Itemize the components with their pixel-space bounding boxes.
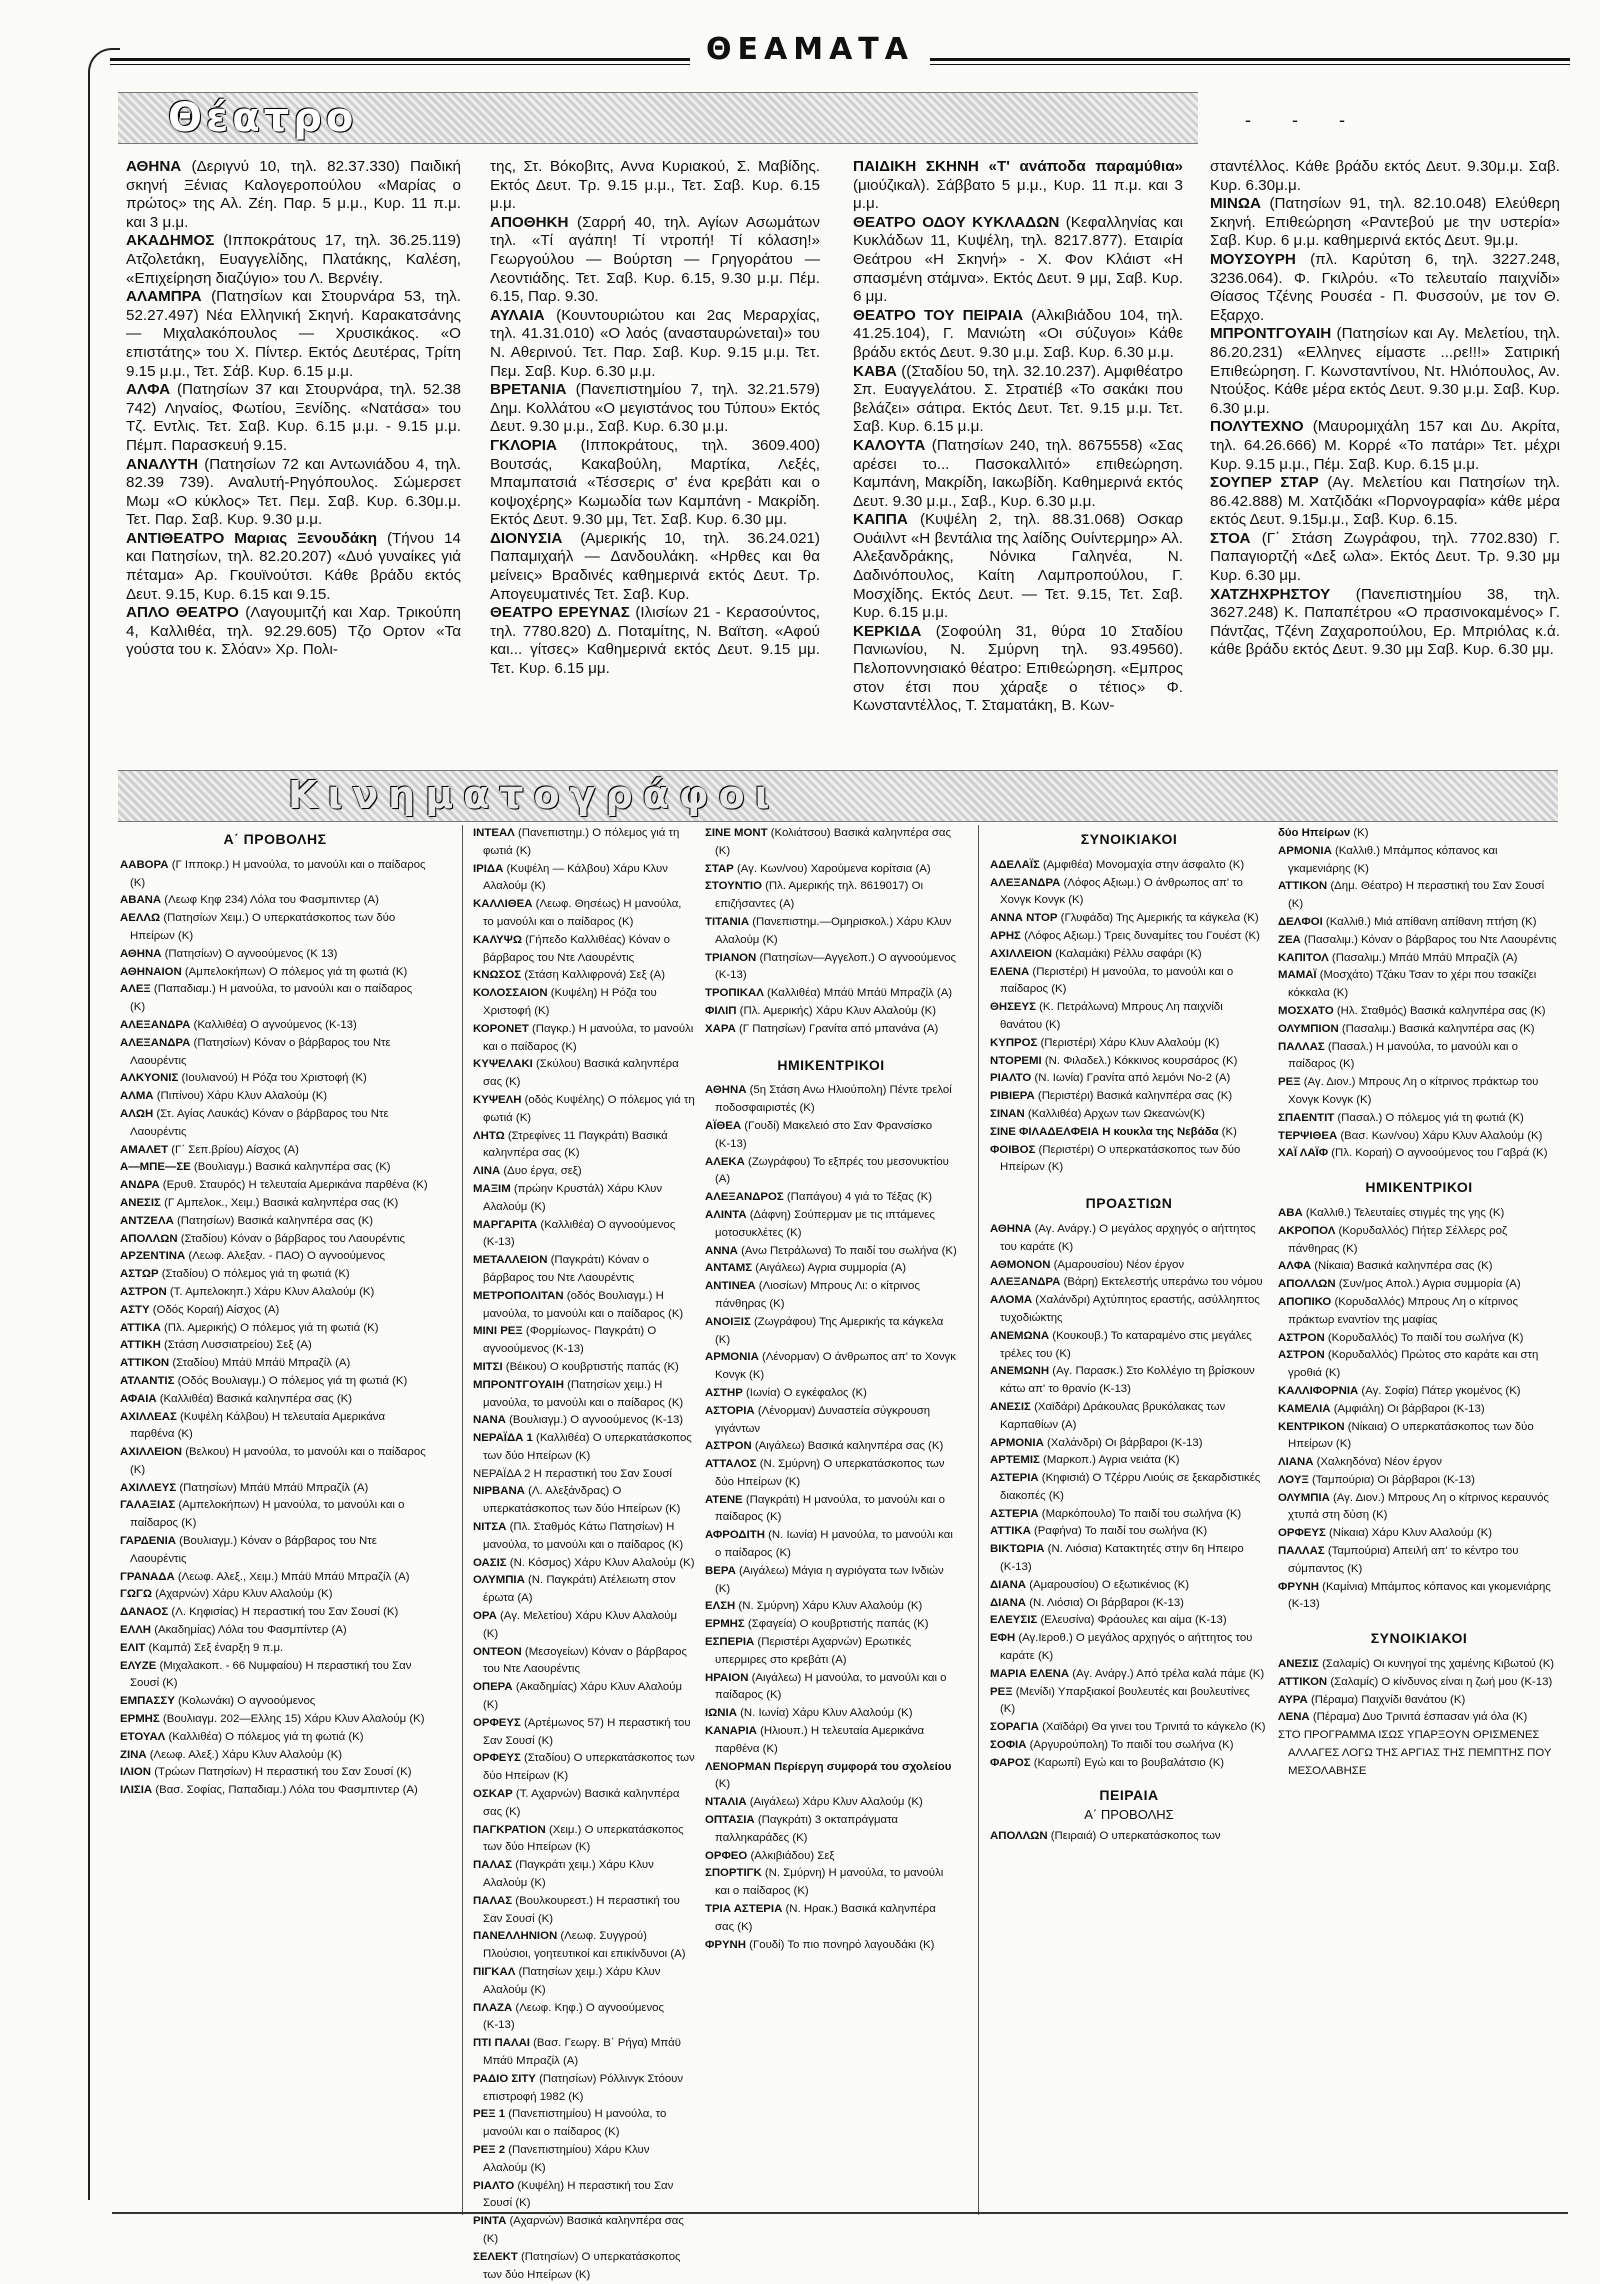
decorative-dashes: - - -	[1245, 110, 1363, 130]
theatre-listing: ΚΑΠΠΑ (Κυψέλη 2, τηλ. 88.31.068) Οσκαρ Ουάιλντ «Η βεντάλια της λαίδης Ουίντερμηρ» Αλ. Αλεξανδράκης, Νόνικα Γαληνέα, Ν. Δαδινόπουλος, Καίτη Λαμπροπούλου, Γ. Μοσχίδης. Εκτός Δευτ. — Τετ. 9.15, Τετ. Σαβ. Κυρ. 6.15 μ.μ.	[853, 511, 1183, 622]
cinema-listing: δύο Ηπείρων (Κ)	[1278, 827, 1369, 839]
cinema-listing: ΤΡΙΑ ΑΣΤΕΡΙΑ (Ν. Ηρακ.) Βασικά καληνπέρα σας (Κ)	[705, 1903, 936, 1933]
cinema-listing: ΟΝΤΕΟΝ (Μεσογείων) Κόναν ο βάρβαρος του Ντε Λαουρέντις	[473, 1645, 687, 1676]
cinema-listing: ΓΑΛΑΞΙΑΣ (Αμπελοκήπων) Η μανούλα, το μανούλι και ο παίδαρος (Κ)	[120, 1499, 405, 1530]
cinema-listing: ΑΤΤΙΚΗ (Στάση Λυσσιατρείου) Σεξ (Α)	[120, 1339, 312, 1352]
cinema-listing: ΝΑΝΑ (Βουλιαγμ.) Ο αγνοούμενος (Κ-13)	[473, 1414, 684, 1427]
section-heading: ΠΡΟΑΣΤΙΩΝ	[1085, 1195, 1173, 1212]
cinema-listing: ΑΛΕΞΑΝΔΡΟΣ (Παπάγου) 4 γιά το Τέξας (Κ)	[705, 1191, 933, 1204]
cinema-listing: ΜΙΝΙ ΡΕΞ (Φορμίωνος- Παγκράτι) Ο αγνοούμενος (Κ-13)	[473, 1325, 657, 1356]
section-heading: ΣΥΝΟΙΚΙΑΚΟΙ	[1080, 831, 1178, 847]
cinema-listing: ΑΝΤΖΕΛΑ (Πατησίων) Βασικά καληνπέρα σας (Κ)	[120, 1214, 374, 1227]
cinema-listing: ΑΘΗΝΑ (Πατησίων) Ο αγνοούμενος (Κ 13)	[120, 947, 338, 960]
cinema-listing: ΑΣΤΡΟΝ (Κορυδαλλός) Το παιδί του σωλήνα (Κ)	[1278, 1331, 1524, 1344]
cinema-listing: ΚΥΨΕΛΑΚΙ (Σκύλου) Βασικά καληνπέρα σας (Κ)	[473, 1058, 679, 1089]
cinema-listing: ΑΡΜΟΝΙΑ (Καλλιθ.) Μπάμπος κόπανος και γκαμενιάρης (Κ)	[1278, 844, 1498, 875]
theatre-listing: ΘΕΑΤΡΟ ΕΡΕΥΝΑΣ (Ιλισίων 21 - Κερασούντος, τηλ. 7780.820) Δ. Ποταμίτης, Ν. Βαϊτση. «Αφού και... γίτσες» Καθημερινά εκτός Δευτ. 9.15 μμ. Τετ. Κυρ. 6.15 μμ.	[490, 604, 820, 678]
cinema-listing: ΣΟΡΑΓΙΑ (Χαϊδάρι) Θα γινει του Τρινιτά το κάγκελο (Κ)	[990, 1721, 1266, 1734]
cinema-listing: ΟΠΤΑΣΙΑ (Παγκράτι) 3 οκταπράγματα παλληκαράδες (Κ)	[705, 1814, 899, 1844]
cinema-listing: ΑΒΑΝΑ (Λεωφ Κηφ 234) Λόλα του Φασμπιντερ (Α)	[120, 894, 379, 907]
theatre-listing: ΑΝΤΙΘΕΑΤΡΟ Μαριας Ξενουδάκη (Τήνου 14 και Πατησίων, τηλ. 82.20.207) «Δυό γυναίκες γιά πέταμα» Αρ. Γκουϊνούτσι. Κάθε βράδυ εκτός Δευτ. 9.15, Κυρ. 6.15 και 9.15.	[126, 529, 461, 603]
cinema-listing: ΜΑΞΙΜ (πρώην Κρυστάλ) Χάρυ Κλυν Αλαλούμ (Κ)	[473, 1182, 663, 1213]
cinema-listing: ΕΛΛΗ (Ακαδημίας) Λόλα του Φασμπίντερ (Α)	[120, 1624, 347, 1637]
cinema-listing: ΕΛΙΤ (Καμπά) Σεξ έναρξη 9 π.μ.	[120, 1641, 284, 1654]
section-heading: ΗΜΙΚΕΝΤΡΙΚΟΙ	[1365, 1179, 1473, 1196]
cinema-listing: ΕΛΥΖΕ (Μιχαλακοπ. - 66 Νυμφαίου) Η περαστική του Σαν Σουσί (Κ)	[120, 1659, 412, 1690]
cinema-listing: ΠΑΓΚΡΑΤΙΟΝ (Χειμ.) Ο υπερκατάσκοπος των δύο Ηπείρων (Κ)	[473, 1823, 684, 1854]
cinema-listing: ΑΛΚΥΟΝΙΣ (Ιουλιανού) Η Ρόζα του Χριστοφή (Κ)	[120, 1072, 367, 1085]
theatre-banner	[118, 92, 1198, 144]
cinema-listing: ΣΙΝΕ ΦΙΛΑΔΕΛΦΕΙΑ Η κουκλα της Νεβάδα (Κ)	[990, 1125, 1237, 1138]
cinema-listing: ΒΙΚΤΩΡΙΑ (Ν. Λιόσια) Κατακτητές στην 6η Ηπειρο (Κ-13)	[990, 1543, 1244, 1574]
cinema-listing: ΟΡΦΕΟ (Αλκιβιάδου) Σεξ	[705, 1849, 835, 1862]
cinema-listing: ΠΤΙ ΠΑΛΑΙ (Βασ. Γεωργ. Β΄ Ρήγα) Μπάϋ Μπάϋ Μπραζίλ (Α)	[473, 2037, 681, 2067]
cinema-listing: ΕΡΜΗΣ (Σφαγεία) Ο κουβρτιστής παπάς (Κ)	[705, 1618, 929, 1631]
cinema-listing: ΑΣΤΡΟΝ (Αιγάλεω) Βασικά καληνπέρα σας (Κ)	[705, 1440, 944, 1453]
cinema-listing: ΚΑΝΑΡΙΑ (Ηλιουπ.) Η τελευταία Αμερικάνα παρθένα (Κ)	[705, 1725, 925, 1755]
cinema-listing: ΙΩΝΙΑ (Ν. Ιωνία) Χάρυ Κλυν Αλαλούμ (Κ)	[705, 1707, 913, 1720]
cinema-listing: ΦΙΛΙΠ (Πλ. Αμερικής) Χάρυ Κλυν Αλαλούμ (Κ)	[705, 1004, 937, 1017]
cinema-listing: ΑΡΖΕΝΤΙΝΑ (Λεωφ. Αλεξαν. - ΠΑΟ) Ο αγνοούμενος	[120, 1250, 386, 1263]
cinema-listing: ΑΝΕΜΩΝΗ (Αγ. Παρασκ.) Στο Κολλέγιο τη βρίσκουν κάτω απ' το θρανίο (Κ-13)	[990, 1365, 1255, 1396]
cinema-listing: ΑΘΗΝΑ (Αγ. Ανάργ.) Ο μεγάλος αρχηγός ο αήττητος του καράτε (Κ)	[990, 1222, 1256, 1253]
cinema-column-1	[120, 825, 430, 1800]
cinema-listing: ΚΝΩΣΟΣ (Στάση Καλλιφρονά) Σεξ (Α)	[473, 969, 665, 982]
cinema-listing: ΑΣΤΗΡ (Ιωνία) Ο εγκέφαλος (Κ)	[705, 1386, 867, 1399]
column-divider	[462, 825, 463, 2215]
cinema-listing: ΑΣΤΡΟΝ (Κορυδαλλός) Πρώτος στο καράτε και στη γροθιά (Κ)	[1278, 1349, 1539, 1380]
cinema-listing: ΣΠΑΕΝΤΙΤ (Πασαλ.) Ο πόλεμος γιά τη φωτιά (Κ)	[1278, 1111, 1524, 1124]
theatre-listing: ΒΡΕΤΑΝΙΑ (Πανεπιστημίου 7, τηλ. 32.21.579) Δημ. Κολλάτου «Ο μεγιστάνος του Τύπου» Εκτός Δευτ. 9.30 μ.μ., Σαβ. Κυρ. 6.30 μ.μ.	[490, 381, 820, 436]
cinema-listing: ΑΤΤΙΚΑ (Πλ. Αμερικής) Ο πόλεμος γιά τη φωτιά (Κ)	[120, 1321, 379, 1334]
cinema-title: Κινηματογράφοι	[288, 773, 780, 817]
cinema-listing: ΚΥΨΕΛΗ (οδός Κυψέλης) Ο πόλεμος γιά τη φωτιά (Κ)	[473, 1093, 695, 1124]
cinema-listing: ΑΛΕΚΑ (Ζωγράφου) Το εξπρές του μεσονυκτίου (Α)	[705, 1155, 949, 1186]
cinema-listing: ΜΕΤΡΟΠΟΛΙΤΑΝ (οδός Βουλιαγμ.) Η μανούλα, το μανούλι και ο παίδαρος (Κ)	[473, 1289, 684, 1320]
cinema-listing: ΑΝΔΡΑ (Ερυθ. Σταυρός) Η τελευταία Αμερικάνα παρθένα (Κ)	[120, 1179, 428, 1192]
cinema-listing: ΚΑΠΙΤΟΛ (Πασαλιμ.) Μπάϋ Μπάϋ Μπραζίλ (Α)	[1278, 951, 1518, 964]
cinema-listing: ΓΩΓΩ (Αχαρνών) Χάρυ Κλυν Αλαλούμ (Κ)	[120, 1588, 333, 1601]
cinema-listing: ΑΣΤΥ (Οδός Κοραή) Αίσχος (Α)	[120, 1303, 280, 1316]
cinema-listing: ΕΛΕΥΣΙΣ (Ελευσίνα) Φράουλες και αίμα (Κ-13)	[990, 1614, 1227, 1627]
cinema-listing: ΑΥΡΑ (Πέραμα) Παιχνίδι θανάτου (Κ)	[1278, 1693, 1466, 1706]
cinema-listing: ΠΑΛΛΑΣ (Ταμπούρια) Απειλή απ' το κέντρο του σύμπαντος (Κ)	[1278, 1545, 1519, 1575]
cinema-listing: ΙΡΙΔΑ (Κυψέλη — Κάλβου) Χάρυ Κλυν Αλαλούμ (Κ)	[473, 862, 668, 893]
cinema-listing: ΑΛΜΑ (Πιπίνου) Χάρυ Κλυν Αλαλούμ (Κ)	[120, 1090, 328, 1103]
cinema-listing: ΝΙΤΣΑ (Πλ. Σταθμός Κάτω Πατησίων) Η μανούλα, το μανούλι και ο παίδαρος (Κ)	[473, 1521, 684, 1551]
cinema-listing: ΑΧΙΛΛΕΙΟΝ (Καλαμάκι) Ρέλλυ σαφάρι (Κ)	[990, 947, 1202, 960]
cinema-listing: ΑΝΤΙΝΕΑ (Λιοσίων) Μπρους Λι: ο κίτρινος πάνθηρας (Κ)	[705, 1280, 920, 1310]
cinema-listing: ΟΠΕΡΑ (Ακαδημίας) Χάρυ Κλυν Αλαλούμ (Κ)	[473, 1681, 683, 1712]
cinema-listing: ΑΕΛΛΩ (Πατησίων Χειμ.) Ο υπερκατάσκοπος των δύο Ηπείρων (Κ)	[120, 912, 396, 942]
cinema-listing: ΑΡΤΕΜΙΣ (Μαρκοπ.) Αγρια νειάτα (Κ)	[990, 1454, 1180, 1467]
cinema-listing: ΑΣΤΟΡΙΑ (Λένορμαν) Δυναστεία σύγκρουση γιγάντων	[705, 1404, 931, 1435]
cinema-listing: ΑΝΤΑΜΣ (Αιγάλεω) Αγρια συμμορία (Α)	[705, 1262, 906, 1275]
cinema-listing: ΜΑΡΓΑΡΙΤΑ (Καλλιθέα) Ο αγνοούμενος (Κ-13)	[473, 1218, 676, 1249]
theatre-listing: ΚΕΡΚΙΔΑ (Σοφούλη 31, θύρα 10 Σταδίου Πανιωνίου, Ν. Σμύρνη τηλ. 93.49560). Πελοποννησιακό θέατρο: Επιθεώρηση. «Εμπρος στον έτσι που χάραξε ο τέτιος» Φ. Κωνσταντέλλος, Τ. Σταματάκη, Β. Κων-	[853, 622, 1183, 715]
cinema-listing: ΛΟΥΞ (Ταμπούρια) Οι βάρβαροι (Κ-13)	[1278, 1473, 1475, 1486]
cinema-listing: ΠΑΛΛΑΣ (Πασαλ.) Η μανούλα, το μανούλι και ο παίδαρος (Κ)	[1278, 1040, 1518, 1071]
theatre-column-4	[1210, 158, 1560, 660]
theatre-listing: ΚΑΛΟΥΤΑ (Πατησίων 240, τηλ. 8675558) «Σας αρέσει το... Πασοκαλλιτό» επιθεώρηση. Καμπάνη, Μακρίδη, Ιακωβίδη. Καθημερινά εκτός Δευτ. 9.30 μ.μ., Σαβ., Κυρ. 6.30 μ.μ.	[853, 436, 1183, 510]
cinema-banner	[118, 770, 1558, 822]
cinema-listing: ΟΡΦΕΥΣ (Σταδίου) Ο υπερκατάσκοπος των δύο Ηπείρων (Κ)	[473, 1752, 695, 1783]
cinema-listing: ΟΡΦΕΥΣ (Νίκαια) Χάρυ Κλυν Αλαλούμ (Κ)	[1278, 1527, 1493, 1540]
cinema-listing: ΘΗΣΕΥΣ (Κ. Πετράλωνα) Μπρους Λη παιχνίδι θανάτου (Κ)	[990, 1001, 1223, 1031]
cinema-listing: ΚΑΛΛΙΦΟΡΝΙΑ (Αγ. Σοφία) Πάτερ γκομένος (Κ)	[1278, 1384, 1521, 1397]
cinema-column-4	[990, 825, 1268, 1846]
cinema-listing: ΑΛΕΞΑΝΔΡΑ (Βάρη) Εκτελεστής υπεράνω του νόμου	[990, 1276, 1263, 1289]
cinema-listing: ΚΑΛΥΨΩ (Γήπεδο Καλλιθέας) Κόναν ο βάρβαρος του Ντε Λαουρέντις	[473, 933, 670, 964]
cinema-listing: ΣΙΝΑΝ (Καλλιθέα) Αρχων των Ωκεανών(Κ)	[990, 1107, 1205, 1120]
cinema-listing: ΑΛΕΞ (Παπαδιαμ.) Η μανούλα, το μανούλι και ο παίδαρος (Κ)	[120, 983, 413, 1014]
cinema-listing: ΟΡΦΕΥΣ (Αρτέμωνος 57) Η περαστική του Σαν Σουσί (Κ)	[473, 1716, 691, 1747]
cinema-listing: ΕΦΗ (Αγ.Ιεροθ.) Ο μεγάλος αρχηγός ο αήττητος του καράτε (Κ)	[990, 1632, 1253, 1663]
masthead	[110, 30, 1570, 70]
theatre-listing: ΠΟΛΥΤΕΧΝΟ (Μαυρομιχάλη 157 και Δυ. Ακρίτα, τηλ. 64.26.666) Μ. Κορρέ «Το πατάρι» Τετ. μέχρι Κυρ. 9.15 μ.μ., Πέμ. Σαβ. Κυρ. 6.15 μ.μ.	[1210, 418, 1561, 473]
cinema-listing: ΡΙΝΤΑ (Αχαρνών) Βασικά καληνπέρα σας (Κ)	[473, 2215, 684, 2245]
cinema-listing: ΙΝΤΕΑΛ (Πανεπιστημ.) Ο πόλεμος γιά τη φωτιά (Κ)	[473, 827, 680, 857]
cinema-listing: ΑΘΗΝΑΙΟΝ (Αμπελοκήπων) Ο πόλεμος γιά τη φωτιά (Κ)	[120, 965, 408, 978]
cinema-listing: ΔΕΛΦΟΙ (Καλλιθ.) Μιά απίθανη απίθανη πτήση (Κ)	[1278, 915, 1537, 928]
cinema-listing: ΛΙΑΝΑ (Χαλκηδόνα) Νέον έργον	[1278, 1456, 1443, 1469]
cinema-listing: ΛΕΝΑ (Πέραμα) Δυο Τρινιτά έσπασαν γιά όλα (Κ)	[1278, 1711, 1528, 1724]
cinema-listing: ΠΙΓΚΑΛ (Πατησίων χειμ.) Χάρυ Κλυν Αλαλούμ (Κ)	[473, 1966, 661, 1996]
cinema-listing: ΚΑΛΛΙΘΕΑ (Λεωφ. Θησέως) Η μανούλα, το μανούλι και ο παίδαρος (Κ)	[473, 898, 682, 928]
cinema-listing: ΑΣΤΕΡΙΑ (Κηφισιά) Ο Τζέρρυ Λιούις σε ξεκαρδιστικές διακοπές (Κ)	[990, 1472, 1261, 1502]
cinema-listing: ΜΟΣΧΑΤΟ (Ηλ. Σταθμός) Βασικά καληνπέρα σας (Κ)	[1278, 1004, 1546, 1017]
cinema-listing: ΔΑΝΑΟΣ (Λ. Κηφισίας) Η περαστική του Σαν Σουσί (Κ)	[120, 1606, 399, 1619]
cinema-listing: ΑΤΤΙΚΟΝ (Σταδίου) Μπάϋ Μπάϋ Μπραζίλ (Α)	[120, 1357, 351, 1370]
cinema-listing: ΤΙΤΑΝΙΑ (Πανεπιστημ.—Ομηρισκολ.) Χάρυ Κλυν Αλαλούμ (Κ)	[705, 915, 952, 946]
cinema-listing: ΑΝΕΣΙΣ (Γ Αμπελοκ., Χειμ.) Βασικά καληνπέρα σας (Κ)	[120, 1196, 399, 1209]
cinema-column-3	[705, 825, 957, 1954]
cinema-listing: ΕΡΜΗΣ (Βουλιαγμ. 202—Ελλης 15) Χάρυ Κλυν Αλαλούμ (Κ)	[120, 1713, 425, 1726]
cinema-listing: ΖΙΝΑ (Λεωφ. Αλεξ.) Χάρυ Κλυν Αλαλούμ (Κ)	[120, 1748, 343, 1761]
cinema-listing: ΑΦΡΟΔΙΤΗ (Ν. Ιωνία) Η μανούλα, το μανούλι και ο παίδαρος (Κ)	[705, 1529, 953, 1560]
cinema-listing: ΣΕΛΕΚΤ (Πατησίων) Ο υπερκατάσκοπος των δύο Ηπείρων (Κ)	[473, 2250, 681, 2281]
footer-rule	[112, 2212, 1568, 2214]
cinema-listing: ΑΝΕΣΙΣ (Χαϊδάρι) Δράκουλας βρυκόλακας των Καρπαθίων (Α)	[990, 1400, 1226, 1431]
cinema-listing: ΕΤΟΥΑΛ (Καλλιθέα) Ο πόλεμος γιά τη φωτιά (Κ)	[120, 1730, 364, 1743]
cinema-listing: ΑΛΦΑ (Νίκαια) Βασικά καληνπέρα σας (Κ)	[1278, 1260, 1493, 1273]
section-heading: ΣΥΝΟΙΚΙΑΚΟΙ	[1370, 1630, 1468, 1647]
cinema-listing: ΧΑΪ ΛΑΪΦ (Πλ. Κοραή) Ο αγνοούμενος του Γαβρά (Κ)	[1278, 1147, 1548, 1160]
cinema-listing: ΜΑΜΑΪ (Μοσχάτο) Τζάκυ Τσαν το χέρι που τσακίζει κόκκαλα (Κ)	[1278, 969, 1537, 1000]
section-heading: Α΄ ΠΡΟΒΟΛΗΣ	[223, 831, 327, 847]
theatre-listing: σταντέλλος. Κάθε βράδυ εκτός Δευτ. 9.30μ.μ. Σαβ. Κυρ. 6.30μ.μ.	[1210, 158, 1560, 194]
cinema-listing: ΑΪΘΕΑ (Γουδί) Μακελειό στο Σαν Φρανσίσκο (Κ-13)	[705, 1119, 933, 1150]
cinema-listing: ΝΤΑΛΙΑ (Αιγάλεω) Χάρυ Κλυν Αλαλούμ (Κ)	[705, 1796, 923, 1809]
cinema-listing: ΑΛΕΞΑΝΔΡΑ (Καλλιθέα) Ο αγνούμενος (Κ-13)	[120, 1018, 357, 1031]
cinema-listing: ΣΤΑΡ (Αγ. Κων/νου) Χαρούμενα κορίτσια (Α)	[705, 862, 931, 875]
theatre-column-2	[490, 158, 820, 679]
cinema-listing: ΖΕΑ (Πασαλιμ.) Κόναν ο βάρβαρος του Ντε Λαουρέντις	[1278, 933, 1557, 946]
section-heading: ΠΕΙΡΑΙΑ	[1099, 1786, 1159, 1803]
cinema-listing: ΟΡΑ (Αγ. Μελετίου) Χάρυ Κλυν Αλαλούμ (Κ)	[473, 1610, 678, 1640]
cinema-listing: ΝΕΡΑΪΔΑ 1 (Καλλιθέα) Ο υπερκατάσκοπος των δύο Ηπείρων (Κ)	[473, 1432, 692, 1462]
cinema-listing: ΣΙΝΕ ΜΟΝΤ (Κολιάτσου) Βασικά καληνπέρα σας (Κ)	[705, 827, 951, 857]
cinema-listing: ΑΑΒΟΡΑ (Γ Ιπποκρ.) Η μανούλα, το μανούλι και ο παίδαρος (Κ)	[120, 858, 426, 889]
cinema-listing: ΦΡΥΝΗ (Γουδί) Το πιο πονηρό λαγουδάκι (Κ)	[705, 1938, 935, 1951]
theatre-listing: ΑΥΛΑΙΑ (Κουντουριώτου και 2ας Μεραρχίας, τηλ. 41.31.010) «Ο λαός (ανασταυρώνεται)» του Ν. Αθερινού. Τετ. Παρ. Σαβ. Κυρ. 9.15 μ.μ. Τετ. Πεμ. Σαβ. Κυρ. 6.30 μ.μ.	[490, 306, 820, 380]
theatre-listing: ΧΑΤΖΗΧΡΗΣΤΟΥ (Πανεπιστημίου 38, τηλ. 3627.248) Κ. Παπαπέτρου «Ο πρασινοκαμένος» Γ. Πάντζας, Τζένη Ζαχαροπούλου, Ερ. Μπριόλας κ.ά. κάθε βράδυ εκτός Δευτ. 9.30 μμ Σαβ. Κυρ. 6.30 μμ.	[1210, 585, 1560, 659]
cinema-listing: ΜΑΡΙΑ ΕΛΕΝΑ (Αγ. Ανάργ.) Από τρέλα καλά πάμε (Κ)	[990, 1667, 1265, 1680]
cinema-listing: ΑΔΕΛΑΪΣ (Αμφιθέα) Μονομαχία στην άσφαλτο (Κ)	[990, 858, 1245, 871]
cinema-listing: ΗΡΑΙΟΝ (Αιγάλεω) Η μανούλα, το μανούλι και ο παίδαρος (Κ)	[705, 1671, 947, 1702]
cinema-listing: ΑΝΕΣΙΣ (Σαλαμίς) Οι κυνηγοί της χαμένης Κιβωτού (Κ)	[1278, 1658, 1555, 1671]
cinema-listing: ΑΧΙΛΛΕΑΣ (Κυψέλη Κάλβου) Η τελευταία Αμερικάνα παρθένα (Κ)	[120, 1410, 386, 1441]
theatre-listing: της, Στ. Βόκοβιτς, Αννα Κυριακού, Σ. Μαβίδης. Εκτός Δευτ. Τρ. 9.15 μ.μ., Τετ. Σαβ. Κυρ. 6.15 μ.μ.	[490, 158, 820, 213]
cinema-listing: ΟΑΣΙΣ (Ν. Κόσμος) Χάρυ Κλυν Αλαλούμ (Κ)	[473, 1556, 695, 1569]
theatre-listing: ΣΟΥΠΕΡ ΣΤΑΡ (Αγ. Μελετίου και Πατησίων τηλ. 86.42.888) Μ. Χατζιδάκι «Πορνογραφία» κάθε μέρα εκτός Δευτ. 9.15μ.μ., Σαβ. Κυρ. 6.15.	[1210, 474, 1560, 529]
cinema-listing: ΑΠΟΠΙΚΟ (Κορυδαλλός) Μπρους Λη ο κίτρινος πράκτωρ εναντίον της μαφίας	[1278, 1295, 1518, 1326]
cinema-listing: ΟΣΚΑΡ (Τ. Αχαρνών) Βασικά καληνπέρα σας (Κ)	[473, 1788, 680, 1818]
theatre-listing: ΑΠΛΟ ΘΕΑΤΡΟ (Λαγουμιτζή και Χαρ. Τρικούπη 4, Καλλιθέα, τηλ. 92.29.605) Τζο Ορτον «Τα γούστα του κ. Σλόαν» Χρ. Πολι-	[126, 604, 461, 659]
cinema-listing: ΕΛΕΝΑ (Περιστέρι) Η μανούλα, το μανούλι και ο παίδαρος (Κ)	[990, 965, 1234, 996]
theatre-listing: ΣΤΟΑ (Γ΄ Στάση Ζωγράφου, τηλ. 7702.830) Γ. Παπαγιορτζή «Δεξ ωλα». Εκτός Δευτ. Τρ. 9.30 μμ Κυρ. 6.30 μμ.	[1210, 529, 1560, 585]
cinema-listing: ΙΛΙΣΙΑ (Βασ. Σοφίας, Παπαδιαμ.) Λόλα του Φασμπιντερ (Α)	[120, 1784, 418, 1797]
cinema-listing: ΠΑΛΑΣ (Βουλκουρεστ.) Η περαστική του Σαν Σουσί (Κ)	[473, 1894, 680, 1925]
cinema-listing: ΑΣΤΕΡΙΑ (Μαρκόπουλο) Το παιδί του σωλήνα (Κ)	[990, 1507, 1242, 1520]
cinema-listing: ΑΝΝΑ (Ανω Πετράλωνα) Το παιδί του σωλήνα (Κ)	[705, 1244, 957, 1257]
cinema-listing: ΑΛΙΝΤΑ (Δάφνη) Σούπερμαν με τις ιπτάμενες μοτοσυκλέτες (Κ)	[705, 1208, 935, 1239]
page-frame	[88, 48, 120, 2200]
cinema-listing: ΑΜΑΛΕΤ (Γ΄ Σεπ.βρίου) Αίσχος (Α)	[120, 1143, 299, 1156]
cinema-listing: ΑΝΟΙΞΙΣ (Ζωγράφου) Της Αμερικής τα κάγκελα (Κ)	[705, 1315, 944, 1346]
cinema-listing: ΑΧΙΛΛΕΙΟΝ (Βελκου) Η μανούλα, το μανούλι και ο παίδαρος (Κ)	[120, 1446, 426, 1476]
cinema-listing: ΑΠΟΛΛΩΝ (Συν/μος Απολ.) Αγρια συμμορία (Α)	[1278, 1278, 1521, 1291]
theatre-title: Θέατρο	[168, 95, 358, 141]
cinema-listing: ΑΤΛΑΝΤΙΣ (Οδός Βουλιαγμ.) Ο πόλεμος γιά τη φωτιά (Κ)	[120, 1374, 408, 1387]
cinema-listing: ΑΧΙΛΛΕΥΣ (Πατησίων) Μπάϋ Μπάϋ Μπραζίλ (Α)	[120, 1481, 369, 1494]
cinema-listing: ΑΛΕΞΑΝΔΡΑ (Λόφος Αξιωμ.) Ο άνθρωπος απ' το Χονγκ Κονγκ (Κ)	[990, 876, 1243, 907]
cinema-listing: ΚΟΡΟΝΕΤ (Παγκρ.) Η μανούλα, το μανούλι και ο παίδαρος (Κ)	[473, 1022, 694, 1053]
cinema-listing: ΠΑΝΕΛΛΗΝΙΟΝ (Λεωφ. Συγγρού) Πλούσιοι, γοητευτικοί και επικίνδυνοι (Α)	[473, 1930, 686, 1961]
cinema-listing: ΔΙΑΝΑ (Αμαρουσίου) Ο εξωτικένιος (Κ)	[990, 1578, 1190, 1591]
cinema-listing: ΑΚΡΟΠΟΛ (Κορυδαλλός) Πήτερ Σέλλερς ροζ πάνθηρας (Κ)	[1278, 1224, 1508, 1255]
theatre-column-1	[126, 158, 461, 660]
section-heading: ΗΜΙΚΕΝΤΡΙΚΟΙ	[777, 1056, 885, 1073]
cinema-listing: ΓΑΡΔΕΝΙΑ (Βουλιαγμ.) Κόναν ο βάρβαρος του Ντε Λαουρέντις	[120, 1535, 377, 1565]
cinema-listing: ΝΙΡΒΑΝΑ (Λ. Αλεξάνδρας) Ο υπερκατάσκοπος των δύο Ηπείρων (Κ)	[473, 1485, 681, 1516]
cinema-listing: ΑΘΜΟΝΟΝ (Αμαρουσίου) Νέον έργον	[990, 1258, 1185, 1271]
theatre-listing: ΑΘΗΝΑ (Δεριγνύ 10, τηλ. 82.37.330) Παιδική σκηνή Ξένιας Καλογεροπούλου «Μαρίας ο πρώτος» της Αλ. Ζέη. Παρ. 5 μ.μ., Κυρ. 11 π.μ. και 3 μ.μ.	[126, 158, 461, 231]
theatre-listing: ΑΚΑΔΗΜΟΣ (Ιπποκράτους 17, τηλ. 36.25.119) Ατζολετάκη, Ευαγγελίδης, Πλατάκης, Καλέση, «Επιχείρηση διαζύγιο» του Λ. Βερνέιγ.	[126, 232, 461, 287]
column-divider	[978, 825, 979, 2215]
cinema-listing: ΠΑΛΑΣ (Παγκράτι χειμ.) Χάρυ Κλυν Αλαλούμ (Κ)	[473, 1859, 654, 1890]
cinema-listing: ΑΤΕΝΕ (Παγκράτι) Η μανούλα, το μανούλι και ο παίδαρος (Κ)	[705, 1493, 945, 1524]
cinema-listing: ΟΛΥΜΠΙΟΝ (Πασαλιμ.) Βασικά καληνπέρα σας (Κ)	[1278, 1022, 1535, 1035]
cinema-listing: ΡΕΞ (Αγ. Διον.) Μπρους Λη ο κίτρινος πράκτωρ του Χονγκ Κονγκ (Κ)	[1278, 1076, 1539, 1106]
cinema-listing: ΡΕΞ 2 (Πανεπιστημίου) Χάρυ Κλυν Αλαλούμ (Κ)	[473, 2143, 650, 2174]
cinema-listing: ΛΙΝΑ (Δυο έργα, σεξ)	[473, 1165, 582, 1178]
cinema-listing: ΑΝΕΜΩΝΑ (Κουκουβ.) Το καταραμένο στις μεγάλες τρέλες του (Κ)	[990, 1329, 1252, 1360]
cinema-listing: ΕΛΣΗ (Ν. Σμύρνη) Χάρυ Κλυν Αλαλούμ (Κ)	[705, 1600, 923, 1613]
cinema-listing: ΑΠΟΛΛΩΝ (Σταδίου) Κόναν ο βάρβαρος του Λαουρέντις	[120, 1232, 405, 1245]
cinema-listing: ΑΤΤΙΚΟΝ (Σαλαμίς) Ο κίνδυνος είναι η ζωή μου (Κ-13)	[1278, 1675, 1553, 1688]
cinema-listing: ΚΥΠΡΟΣ (Περιστέρι) Χάρυ Κλυν Αλαλούμ (Κ)	[990, 1036, 1220, 1049]
cinema-listing: ΑΤΤΙΚΟΝ (Δημ. Θέατρο) Η περαστική του Σαν Σουσί (Κ)	[1278, 880, 1545, 911]
theatre-column-3	[853, 158, 1183, 716]
cinema-listing: ΤΡΟΠΙΚΑΛ (Καλλιθέα) Μπάϋ Μπάϋ Μπραζίλ (Α)	[705, 987, 953, 1000]
cinema-listing: ΡΑΔΙΟ ΣΙΤΥ (Πατησίων) Ρόλλινγκ Στόουν επιστροφή 1982 (Κ)	[473, 2072, 684, 2103]
cinema-listing: ΕΜΠΑΣΣΥ (Κολωνάκι) Ο αγνοούμενος	[120, 1695, 316, 1708]
theatre-listing: ΠΑΙΔΙΚΗ ΣΚΗΝΗ «Τ' ανάποδα παραμύθια» (μιούζικαλ). Σάββατο 5 μ.μ., Κυρ. 11 π.μ. και 3 μ.μ.	[853, 158, 1183, 213]
cinema-listing: ΑΣΤΡΟΝ (Τ. Αμπελοκηπ.) Χάρυ Κλυν Αλαλούμ (Κ)	[120, 1285, 375, 1298]
cinema-listing: ΧΑΡΑ (Γ Πατησίων) Γρανίτα από μπανάνα (Α)	[705, 1022, 939, 1035]
cinema-listing: ΤΕΡΨΙΘΕΑ (Βασ. Κων/νου) Χάρυ Κλυν Αλαλούμ (Κ)	[1278, 1129, 1543, 1142]
cinema-listing: ΚΕΝΤΡΙΚΟΝ (Νίκαια) Ο υπερκατάσκοπος των δύο Ηπείρων (Κ)	[1278, 1420, 1534, 1451]
cinema-listing: ΕΣΠΕΡΙΑ (Περιστέρι Αχαρνών) Ερωτικές υπερμιρες στο κρεβάτι (Α)	[705, 1636, 912, 1666]
cinema-listing: ΦΑΡΟΣ (Καρωπί) Εγώ και το βουβαλάτσιο (Κ)	[990, 1756, 1225, 1769]
theatre-listing: ΜΟΥΣΟΥΡΗ (πλ. Καρύτση 6, τηλ. 3227.248, 3236.064). Φ. Γκιλρόυ. «Το τελευταίο παιχνίδι» Θίασος Τζένης Ρουσέα - Π. Φυσσούν, με τον Θ. Εξαρχο.	[1210, 250, 1561, 324]
cinema-listing: ΟΛΥΜΠΙΑ (Αγ. Διον.) Μπρους Λη ο κίτρινος κεραυνός χτυπά στη δύση (Κ)	[1278, 1491, 1549, 1522]
cinema-listing: ΡΙΒΙΕΡΑ (Περιστέρι) Βασικά καληνπέρα σας (Κ)	[990, 1090, 1233, 1103]
theatre-listing: ΚΑΒΑ ((Σταδίου 50, τηλ. 32.10.237). Αμφιθέατρο Σπ. Ευαγγελάτου. Σ. Στρατιέβ «Το σακάκι που βελάζει» σάτιρα. Εκτός Δευτ. Τετ. 9.15 μ.μ. Τετ. Σαβ. Κυρ. 6.15 μ.μ.	[853, 362, 1183, 436]
cinema-listing: ΑΛΟΜΑ (Χαλάνδρι) Αχτύπητος εραστής, ασύλληπτος τυχοδιώκτης	[990, 1294, 1260, 1324]
cinema-column-2	[473, 825, 695, 2284]
cinema-listing: ΣΤΟ ΠΡΟΓΡΑΜΜΑ ΙΣΩΣ ΥΠΑΡΞΟΥΝ ΟΡΙΣΜΕΝΕΣ ΑΛΛΑΓΕΣ ΛΟΓΩ ΤΗΣ ΑΡΓΙΑΣ ΤΗΣ ΠΕΜΠΤΗΣ ΠΟΥ ΜΕΣΟΛΑΒΗΣΕ	[1278, 1729, 1552, 1777]
cinema-listing: ΣΤΟΥΝΤΙΟ (Πλ. Αμερικής τηλ. 8619017) Οι επιζήσαντες (Α)	[705, 880, 924, 911]
cinema-listing: ΚΑΜΕΛΙΑ (Αμφιάλη) Οι βάρβαροι (Κ-13)	[1278, 1402, 1485, 1415]
cinema-listing: ΤΡΙΑΝΟΝ (Πατησίων—Αγγελοπ.) Ο αγνοούμενος (Κ-13)	[705, 951, 957, 982]
masthead-title: ΘΕΑΜΑΤΑ	[690, 32, 930, 67]
cinema-listing: ΣΠΟΡΤΙΓΚ (Ν. Σμύρνη) Η μανούλα, το μανούλι και ο παίδαρος (Κ)	[705, 1867, 944, 1898]
cinema-listing: ΓΡΑΝΑΔΑ (Λεωφ. Αλεξ., Χειμ.) Μπάϋ Μπάϋ Μπραζίλ (Α)	[120, 1570, 410, 1583]
cinema-listing: ΑΠΟΛΛΩΝ (Πειραιά) Ο υπερκατάσκοπος των	[990, 1830, 1221, 1843]
cinema-listing: ΑΤΤΙΚΑ (Ραφήνα) Το παιδί του σωλήνα (Κ)	[990, 1525, 1208, 1538]
cinema-listing: ΝΕΡΑΪΔΑ 2 Η περαστική του Σαν Σουσί	[473, 1467, 672, 1480]
cinema-listing: ΙΛΙΟΝ (Τρώων Πατησίων) Η περαστική του Σαν Σουσί (Κ)	[120, 1766, 412, 1779]
cinema-listing: ΑΡΜΟΝΙΑ (Λένορμαν) Ο άνθρωπος απ' το Χονγκ Κονγκ (Κ)	[705, 1351, 956, 1382]
cinema-listing: ΠΛΑΖΑ (Λεωφ. Κηφ.) Ο αγνοούμενος (Κ-13)	[473, 2001, 664, 2032]
cinema-listing: ΑΣΤΩΡ (Σταδίου) Ο πόλεμος γιά τη φωτιά (Κ)	[120, 1268, 350, 1281]
cinema-listing: ΛΗΤΩ (Στρεφίνες 11 Παγκράτι) Βασικά καληνπέρα σας (Κ)	[473, 1129, 668, 1160]
cinema-listing: ΛΕΝΟΡΜΑΝ Περίεργη συμφορά του σχολείου (Κ)	[705, 1760, 952, 1791]
cinema-listing: ΜΕΤΑΛΛΕΙΟΝ (Παγκράτι) Κόναν ο βάρβαρος του Ντε Λαουρέντις	[473, 1254, 649, 1284]
cinema-listing: ΔΙΑΝΑ (Ν. Λιόσια) Οι βάρβαροι (Κ-13)	[990, 1596, 1184, 1609]
cinema-listing: ΡΙΑΛΤΟ (Ν. Ιωνία) Γρανίτα από λεμόνι Νο-2 (Α)	[990, 1072, 1231, 1085]
cinema-listing: ΑΡΜΟΝΙΑ (Χαλάνδρι) Οι βάρβαροι (Κ-13)	[990, 1436, 1203, 1449]
cinema-listing: ΑΤΤΑΛΟΣ (Ν. Σμύρνη) Ο υπερκατάσκοπος των δύο Ηπείρων (Κ)	[705, 1458, 945, 1488]
cinema-column-5	[1278, 825, 1560, 1781]
cinema-listing: ΑΝΝΑ ΝΤΟΡ (Γλυφάδα) Της Αμερικής τα κάγκελα (Κ)	[990, 912, 1259, 925]
cinema-listing: ΝΤΟΡΕΜΙ (Ν. Φιλαδελ.) Κόκκινος κουρσάρος (Κ)	[990, 1054, 1238, 1067]
cinema-listing: ΜΙΤΣΙ (Βέικου) Ο κουβρτιστής παπάς (Κ)	[473, 1360, 679, 1373]
cinema-listing: ΟΛΥΜΠΙΑ (Ν. Παγκράτι) Ατέλειωτη στον έρωτα (Α)	[473, 1574, 676, 1605]
cinema-listing: ΑΡΗΣ (Λόφος Αξιωμ.) Τρεις δυναμίτες του Γουέστ (Κ)	[990, 929, 1260, 942]
cinema-listing: ΑΦΑΙΑ (Καλλιθέα) Βασικά καληνπέρα σας (Κ)	[120, 1392, 352, 1405]
cinema-listing: ΡΕΞ 1 (Πανεπιστημίου) Η μανούλα, το μανούλι και ο παίδαρος (Κ)	[473, 2108, 667, 2139]
cinema-listing: ΑΛΩΗ (Στ. Αγίας Λαυκάς) Κόναν ο βάρβαρος του Ντε Λαουρέντις	[120, 1107, 389, 1138]
theatre-listing: ΑΛΦΑ (Πατησίων 37 και Στουρνάρα, τηλ. 52.38 742) Ληναίος, Φωτίου, Ξενίδης. «Νατάσα» του Τζ. Εντλις. Τετ. Σαβ. Κυρ. 6.15 μ.μ. - 9.15 μ.μ. Πέμπ. Παρασκευή 9.15.	[126, 381, 461, 454]
theatre-listing: ΓΚΛΟΡΙΑ (Ιπποκράτους, τηλ. 3609.400) Βουτσάς, Κακαβούλη, Μαρτίκα, Λεξές, Μπαμπατσιά «Τέσσερις σ' ένα κρεβάτι και ο κοψοχέρης» Κωμωδία των Καμπάνη - Μακρίδη. Εκτός Δευτ. 9.30 μμ, Τετ. Σαβ. Κυρ. 6.30 μμ.	[490, 436, 820, 529]
theatre-listing: ΔΙΟΝΥΣΙΑ (Αμερικής 10, τηλ. 36.24.021) Παπαμιχαήλ — Δανδουλάκη. «Ηρθες και θα μείνεις» Βραδινές καθημερινά εκτός Δευτ. Τρ. Απογευματινές Τετ. Σαβ. Κυρ.	[490, 529, 820, 603]
theatre-listing: ΜΙΝΩΑ (Πατησίων 91, τηλ. 82.10.048) Ελεύθερη Σκηνή. Επιθεώρηση «Ραντεβού με την υστερία» Σαβ. Κυρ. 6 μ.μ. καθημερινά εκτός Δευτ. 9μ.μ.	[1210, 195, 1560, 250]
cinema-listing: ΡΕΞ (Μενίδι) Υπαρξιακοί βουλευτές και βουλευτίνες (Κ)	[990, 1685, 1250, 1716]
theatre-listing: ΑΝΑΛΥΤΗ (Πατησίων 72 και Αντωνιάδου 4, τηλ. 82.39 739). Αναλυτή-Ρηγόπουλος. Σώμερσετ Μωμ «Ο κύκλος» Τετ. Πεμ. Σαβ. Κυρ. 6.30μ.μ. Τετ. Παρ. Σαβ. Κυρ. 9.30 μ.μ.	[126, 455, 461, 529]
theatre-listing: ΘΕΑΤΡΟ ΟΔΟΥ ΚΥΚΛΑΔΩΝ (Κεφαλληνίας και Κυκλάδων 11, Κυψέλη, τηλ. 8217.877). Εταιρία Θεάτρου «Η Σκηνή» - Χ. Φον Κλάιστ «Η σπασμένη στάμνα». Εκτός Δευτ. 9 μμ, Σαβ. Κυρ. 6 μμ.	[853, 213, 1184, 306]
cinema-listing: Α—ΜΠΕ—ΣΕ (Βουλιαγμ.) Βασικά καληνπέρα σας (Κ)	[120, 1161, 391, 1174]
theatre-listing: ΜΠΡΟΝΤΓΟΥΑΙΗ (Πατησίων και Αγ. Μελετίου, τηλ. 86.20.231) «Ελληνες είμαστε ...ρε!!!» Σατιρική Επιθεώρηση. Γ. Κωνσταντίνου, Ντ. Ηλιόπουλος, Αν. Ντούξος. Κάθε μέρα εκτός Δευτ. 9.30 μ.μ. Σαβ. Κυρ. 6.30 μ.μ.	[1210, 325, 1560, 417]
cinema-listing: ΡΙΑΛΤΟ (Κυψέλη) Η περαστική του Σαν Σουσί (Κ)	[473, 2179, 674, 2210]
cinema-listing: ΦΡΥΝΗ (Καμίνια) Μπάμπος κόπανος και γκομενιάρης (Κ-13)	[1278, 1580, 1551, 1611]
cinema-listing: ΣΟΦΙΑ (Αργυρούπολη) Το παιδί του σωλήνα (Κ)	[990, 1739, 1234, 1752]
cinema-listing: ΜΠΡΟΝΤΓΟΥΑΙΗ (Πατησίων χειμ.) Η μανούλα, το μανούλι και ο παίδαρος (Κ)	[473, 1378, 684, 1409]
cinema-listing: ΑΛΕΞΑΝΔΡΑ (Πατησίων) Κόναν ο βάρβαρος του Ντε Λαουρέντις	[120, 1036, 391, 1067]
cinema-listing: ΑΘΗΝΑ (5η Στάση Ανω Ηλιούπολη) Πέντε τρελοί ποδοσφαιριστές (Κ)	[705, 1084, 952, 1115]
cinema-listing: ΒΕΡΑ (Αιγάλεω) Μάγια η αγριόγατα των Ινδιών (Κ)	[705, 1564, 944, 1595]
theatre-listing: ΑΛΑΜΠΡΑ (Πατησίων και Στουρνάρα 53, τηλ. 52.27.497) Νέα Ελληνική Σκηνή. Καρακατσάνης — Μιχαλακόπουλος — Χρυσικάκος. «Ο επιστάτης» του Χ. Πίντερ. Εκτός Δευτέρας, Τρίτη 9.15 μ.μ., Τετ. Σάβ. Κυρ. 6.15 μ.μ.	[126, 288, 461, 380]
cinema-listing: ΦΟΙΒΟΣ (Περιστέρι) Ο υπερκατάσκοπος των δύο Ηπείρων (Κ)	[990, 1143, 1241, 1174]
cinema-listing: ΚΟΛΟΣΣΑΙΟΝ (Κυψέλη) Η Ρόζα του Χριστοφή (Κ)	[473, 987, 657, 1017]
theatre-listing: ΘΕΑΤΡΟ ΤΟΥ ΠΕΙΡΑΙΑ (Αλκιβιάδου 104, τηλ. 41.25.104), Γ. Μανιώτη «Οι σύζυγοι» Κάθε βράδυ εκτός Δευτ. 9.30 μ.μ. Σαβ. Κυρ. 6.30 μ.μ.	[853, 306, 1184, 361]
theatre-listing: ΑΠΟΘΗΚΗ (Σαρρή 40, τηλ. Αγίων Ασωμάτων τηλ. «Τί αγάπη! Τί ντροπή! Τί κόλαση!» Γεωργούλου — Βούρτση — Γρηγοράτου — Λεοντιάδης. Τετ. Σαβ. Κυρ. 6.15, 9.30 μ.μ. Πέμ. 6.15, Παρ. 9.30.	[490, 213, 820, 306]
cinema-listing: ΑΒΑ (Καλλιθ.) Τελευταίες στιγμές της γης (Κ)	[1278, 1206, 1505, 1219]
section-subheading: Α΄ ΠΡΟΒΟΛΗΣ	[1084, 1807, 1174, 1823]
